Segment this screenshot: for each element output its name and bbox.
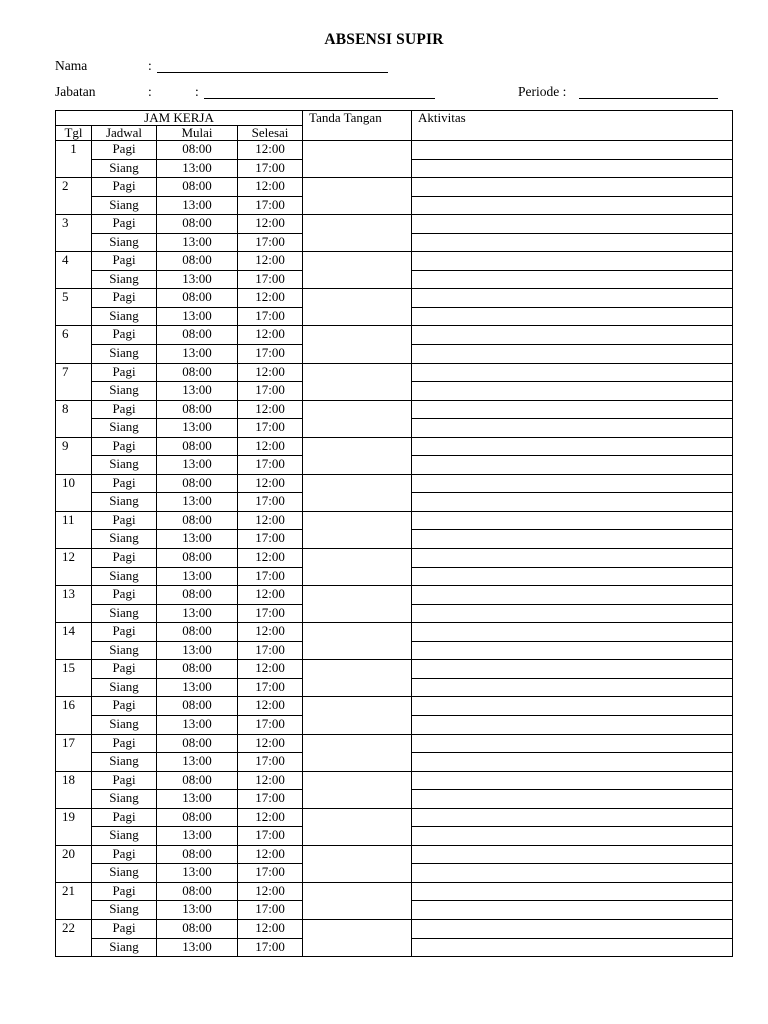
selesai-cell: 12:00 bbox=[238, 623, 303, 642]
aktivitas-cell[interactable] bbox=[412, 141, 733, 160]
selesai-cell: 12:00 bbox=[238, 771, 303, 790]
jadwal-cell: Siang bbox=[92, 567, 157, 586]
selesai-cell: 12:00 bbox=[238, 882, 303, 901]
table-row bbox=[56, 326, 733, 345]
mulai-cell: 13:00 bbox=[157, 641, 238, 660]
mulai-cell: 08:00 bbox=[157, 623, 238, 642]
jadwal-header: Jadwal bbox=[92, 126, 157, 141]
table-row bbox=[56, 660, 733, 679]
aktivitas-cell[interactable] bbox=[412, 307, 733, 326]
table-row bbox=[56, 141, 733, 160]
tanda-tangan-cell[interactable] bbox=[303, 623, 412, 660]
tgl-cell: 16 bbox=[56, 697, 92, 734]
aktivitas-cell[interactable] bbox=[412, 938, 733, 957]
mulai-cell: 08:00 bbox=[157, 363, 238, 382]
tanda-tangan-cell[interactable] bbox=[303, 437, 412, 474]
tanda-tangan-header: Tanda Tangan bbox=[303, 111, 412, 141]
jadwal-cell: Pagi bbox=[92, 734, 157, 753]
mulai-cell: 13:00 bbox=[157, 270, 238, 289]
tanda-tangan-cell[interactable] bbox=[303, 586, 412, 623]
selesai-cell: 17:00 bbox=[238, 790, 303, 809]
tanda-tangan-cell[interactable] bbox=[303, 215, 412, 252]
jadwal-cell: Siang bbox=[92, 827, 157, 846]
mulai-cell: 13:00 bbox=[157, 901, 238, 920]
mulai-cell: 08:00 bbox=[157, 845, 238, 864]
mulai-cell: 08:00 bbox=[157, 141, 238, 160]
aktivitas-cell[interactable] bbox=[412, 252, 733, 271]
selesai-cell: 17:00 bbox=[238, 159, 303, 178]
aktivitas-cell[interactable] bbox=[412, 919, 733, 938]
jadwal-cell: Pagi bbox=[92, 808, 157, 827]
selesai-cell: 17:00 bbox=[238, 827, 303, 846]
selesai-cell: 12:00 bbox=[238, 363, 303, 382]
jadwal-cell: Siang bbox=[92, 493, 157, 512]
aktivitas-cell[interactable] bbox=[412, 808, 733, 827]
aktivitas-cell[interactable] bbox=[412, 567, 733, 586]
tanda-tangan-cell[interactable] bbox=[303, 326, 412, 363]
tanda-tangan-cell[interactable] bbox=[303, 474, 412, 511]
tgl-cell: 11 bbox=[56, 511, 92, 548]
selesai-cell: 12:00 bbox=[238, 734, 303, 753]
selesai-cell: 12:00 bbox=[238, 400, 303, 419]
mulai-cell: 13:00 bbox=[157, 567, 238, 586]
jadwal-cell: Pagi bbox=[92, 697, 157, 716]
tgl-header: Tgl bbox=[56, 126, 92, 141]
jadwal-cell: Siang bbox=[92, 864, 157, 883]
aktivitas-cell[interactable] bbox=[412, 697, 733, 716]
tgl-cell: 1 bbox=[56, 141, 92, 178]
aktivitas-cell[interactable] bbox=[412, 456, 733, 475]
aktivitas-cell[interactable] bbox=[412, 270, 733, 289]
tgl-cell: 6 bbox=[56, 326, 92, 363]
header-row-1 bbox=[56, 111, 733, 126]
aktivitas-cell[interactable] bbox=[412, 326, 733, 345]
aktivitas-cell[interactable] bbox=[412, 549, 733, 568]
selesai-cell: 17:00 bbox=[238, 382, 303, 401]
jabatan-colon: : bbox=[148, 84, 152, 99]
aktivitas-header: Aktivitas bbox=[412, 111, 733, 141]
selesai-cell: 12:00 bbox=[238, 919, 303, 938]
selesai-cell: 17:00 bbox=[238, 567, 303, 586]
aktivitas-cell[interactable] bbox=[412, 827, 733, 846]
document-title: ABSENSI SUPIR bbox=[324, 31, 444, 48]
mulai-cell: 08:00 bbox=[157, 215, 238, 234]
jadwal-cell: Siang bbox=[92, 456, 157, 475]
mulai-cell: 08:00 bbox=[157, 326, 238, 345]
mulai-cell: 13:00 bbox=[157, 382, 238, 401]
tgl-cell: 4 bbox=[56, 252, 92, 289]
table-row bbox=[56, 586, 733, 605]
mulai-cell: 13:00 bbox=[157, 938, 238, 957]
aktivitas-cell[interactable] bbox=[412, 734, 733, 753]
tgl-cell: 18 bbox=[56, 771, 92, 808]
mulai-cell: 08:00 bbox=[157, 549, 238, 568]
jadwal-cell: Pagi bbox=[92, 919, 157, 938]
tgl-cell: 22 bbox=[56, 919, 92, 956]
selesai-cell: 17:00 bbox=[238, 753, 303, 772]
table-row bbox=[56, 549, 733, 568]
selesai-cell: 12:00 bbox=[238, 141, 303, 160]
table-row bbox=[56, 882, 733, 901]
tgl-cell: 8 bbox=[56, 400, 92, 437]
table-row bbox=[56, 919, 733, 938]
jadwal-cell: Pagi bbox=[92, 400, 157, 419]
selesai-cell: 17:00 bbox=[238, 307, 303, 326]
jadwal-cell: Pagi bbox=[92, 771, 157, 790]
jadwal-cell: Pagi bbox=[92, 511, 157, 530]
jadwal-cell: Siang bbox=[92, 790, 157, 809]
selesai-cell: 12:00 bbox=[238, 215, 303, 234]
aktivitas-cell[interactable] bbox=[412, 771, 733, 790]
jadwal-cell: Pagi bbox=[92, 178, 157, 197]
table-row bbox=[56, 623, 733, 642]
mulai-cell: 08:00 bbox=[157, 882, 238, 901]
tgl-cell: 9 bbox=[56, 437, 92, 474]
table-row bbox=[56, 215, 733, 234]
nama-colon: : bbox=[148, 58, 152, 73]
nama-field bbox=[55, 58, 87, 74]
tanda-tangan-cell[interactable] bbox=[303, 289, 412, 326]
tgl-cell: 12 bbox=[56, 549, 92, 586]
mulai-cell: 13:00 bbox=[157, 753, 238, 772]
jadwal-cell: Siang bbox=[92, 270, 157, 289]
jadwal-cell: Siang bbox=[92, 678, 157, 697]
tanda-tangan-cell[interactable] bbox=[303, 734, 412, 771]
table-row bbox=[56, 178, 733, 197]
mulai-cell: 08:00 bbox=[157, 697, 238, 716]
tgl-cell: 15 bbox=[56, 660, 92, 697]
mulai-cell: 13:00 bbox=[157, 419, 238, 438]
jadwal-cell: Pagi bbox=[92, 474, 157, 493]
mulai-cell: 08:00 bbox=[157, 919, 238, 938]
aktivitas-cell[interactable] bbox=[412, 382, 733, 401]
mulai-cell: 13:00 bbox=[157, 827, 238, 846]
aktivitas-cell[interactable] bbox=[412, 660, 733, 679]
mulai-cell: 13:00 bbox=[157, 678, 238, 697]
nama-input-line[interactable] bbox=[157, 72, 388, 73]
mulai-cell: 08:00 bbox=[157, 771, 238, 790]
jadwal-cell: Siang bbox=[92, 753, 157, 772]
selesai-cell: 17:00 bbox=[238, 938, 303, 957]
aktivitas-cell[interactable] bbox=[412, 845, 733, 864]
aktivitas-cell[interactable] bbox=[412, 641, 733, 660]
selesai-cell: 12:00 bbox=[238, 178, 303, 197]
jadwal-cell: Pagi bbox=[92, 437, 157, 456]
selesai-header: Selesai bbox=[238, 126, 303, 141]
tgl-cell: 17 bbox=[56, 734, 92, 771]
aktivitas-cell[interactable] bbox=[412, 790, 733, 809]
selesai-cell: 12:00 bbox=[238, 660, 303, 679]
table-row bbox=[56, 511, 733, 530]
jadwal-cell: Siang bbox=[92, 715, 157, 734]
selesai-cell: 17:00 bbox=[238, 864, 303, 883]
mulai-cell: 13:00 bbox=[157, 196, 238, 215]
aktivitas-cell[interactable] bbox=[412, 586, 733, 605]
aktivitas-cell[interactable] bbox=[412, 753, 733, 772]
table-row bbox=[56, 845, 733, 864]
aktivitas-cell[interactable] bbox=[412, 493, 733, 512]
selesai-cell: 12:00 bbox=[238, 326, 303, 345]
aktivitas-cell[interactable] bbox=[412, 678, 733, 697]
tanda-tangan-cell[interactable] bbox=[303, 697, 412, 734]
mulai-cell: 08:00 bbox=[157, 734, 238, 753]
aktivitas-cell[interactable] bbox=[412, 604, 733, 623]
mulai-cell: 08:00 bbox=[157, 252, 238, 271]
aktivitas-cell[interactable] bbox=[412, 345, 733, 364]
aktivitas-cell[interactable] bbox=[412, 233, 733, 252]
selesai-cell: 12:00 bbox=[238, 697, 303, 716]
selesai-cell: 17:00 bbox=[238, 270, 303, 289]
mulai-cell: 08:00 bbox=[157, 511, 238, 530]
table-row bbox=[56, 474, 733, 493]
selesai-cell: 12:00 bbox=[238, 289, 303, 308]
selesai-cell: 17:00 bbox=[238, 419, 303, 438]
tanda-tangan-cell[interactable] bbox=[303, 363, 412, 400]
tanda-tangan-cell[interactable] bbox=[303, 511, 412, 548]
aktivitas-cell[interactable] bbox=[412, 715, 733, 734]
tanda-tangan-cell[interactable] bbox=[303, 845, 412, 882]
table-row bbox=[56, 771, 733, 790]
table-row bbox=[56, 734, 733, 753]
jadwal-cell: Siang bbox=[92, 307, 157, 326]
jadwal-cell: Pagi bbox=[92, 586, 157, 605]
periode-label: Periode : bbox=[518, 84, 567, 99]
jam-kerja-header: JAM KERJA bbox=[56, 111, 303, 126]
aktivitas-cell[interactable] bbox=[412, 474, 733, 493]
tanda-tangan-cell[interactable] bbox=[303, 178, 412, 215]
selesai-cell: 17:00 bbox=[238, 196, 303, 215]
jadwal-cell: Siang bbox=[92, 196, 157, 215]
jadwal-cell: Siang bbox=[92, 641, 157, 660]
selesai-cell: 12:00 bbox=[238, 437, 303, 456]
selesai-cell: 17:00 bbox=[238, 604, 303, 623]
mulai-cell: 08:00 bbox=[157, 808, 238, 827]
selesai-cell: 17:00 bbox=[238, 233, 303, 252]
jabatan-colon-2: : bbox=[195, 84, 199, 99]
selesai-cell: 17:00 bbox=[238, 345, 303, 364]
table-row bbox=[56, 252, 733, 271]
tgl-cell: 3 bbox=[56, 215, 92, 252]
jadwal-cell: Pagi bbox=[92, 289, 157, 308]
aktivitas-cell[interactable] bbox=[412, 864, 733, 883]
mulai-cell: 08:00 bbox=[157, 437, 238, 456]
aktivitas-cell[interactable] bbox=[412, 419, 733, 438]
jadwal-cell: Pagi bbox=[92, 660, 157, 679]
mulai-cell: 13:00 bbox=[157, 604, 238, 623]
selesai-cell: 17:00 bbox=[238, 678, 303, 697]
jadwal-cell: Siang bbox=[92, 233, 157, 252]
selesai-cell: 17:00 bbox=[238, 641, 303, 660]
mulai-cell: 13:00 bbox=[157, 715, 238, 734]
selesai-cell: 12:00 bbox=[238, 808, 303, 827]
mulai-cell: 08:00 bbox=[157, 586, 238, 605]
tgl-cell: 14 bbox=[56, 623, 92, 660]
jadwal-cell: Pagi bbox=[92, 326, 157, 345]
jadwal-cell: Siang bbox=[92, 345, 157, 364]
jadwal-cell: Pagi bbox=[92, 252, 157, 271]
jadwal-cell: Siang bbox=[92, 419, 157, 438]
jadwal-cell: Siang bbox=[92, 901, 157, 920]
selesai-cell: 12:00 bbox=[238, 845, 303, 864]
jadwal-cell: Pagi bbox=[92, 623, 157, 642]
mulai-cell: 13:00 bbox=[157, 159, 238, 178]
mulai-cell: 08:00 bbox=[157, 178, 238, 197]
tanda-tangan-cell[interactable] bbox=[303, 400, 412, 437]
jadwal-cell: Pagi bbox=[92, 215, 157, 234]
aktivitas-cell[interactable] bbox=[412, 363, 733, 382]
selesai-cell: 17:00 bbox=[238, 530, 303, 549]
mulai-cell: 08:00 bbox=[157, 400, 238, 419]
aktivitas-cell[interactable] bbox=[412, 511, 733, 530]
table-row bbox=[56, 437, 733, 456]
aktivitas-cell[interactable] bbox=[412, 215, 733, 234]
jabatan-field bbox=[55, 84, 95, 100]
jadwal-cell: Siang bbox=[92, 938, 157, 957]
periode-input-line[interactable] bbox=[579, 98, 718, 99]
jadwal-cell: Pagi bbox=[92, 141, 157, 160]
mulai-cell: 08:00 bbox=[157, 474, 238, 493]
attendance-body bbox=[56, 141, 733, 957]
tanda-tangan-cell[interactable] bbox=[303, 919, 412, 956]
tanda-tangan-cell[interactable] bbox=[303, 141, 412, 178]
aktivitas-cell[interactable] bbox=[412, 437, 733, 456]
mulai-cell: 08:00 bbox=[157, 660, 238, 679]
table-row bbox=[56, 808, 733, 827]
tgl-cell: 13 bbox=[56, 586, 92, 623]
aktivitas-cell[interactable] bbox=[412, 159, 733, 178]
table-row bbox=[56, 289, 733, 308]
mulai-cell: 13:00 bbox=[157, 530, 238, 549]
tgl-cell: 5 bbox=[56, 289, 92, 326]
table-row bbox=[56, 697, 733, 716]
aktivitas-cell[interactable] bbox=[412, 289, 733, 308]
jadwal-cell: Siang bbox=[92, 530, 157, 549]
mulai-cell: 13:00 bbox=[157, 345, 238, 364]
tanda-tangan-cell[interactable] bbox=[303, 252, 412, 289]
selesai-cell: 17:00 bbox=[238, 456, 303, 475]
mulai-cell: 13:00 bbox=[157, 864, 238, 883]
mulai-header: Mulai bbox=[157, 126, 238, 141]
tanda-tangan-cell[interactable] bbox=[303, 549, 412, 586]
aktivitas-cell[interactable] bbox=[412, 623, 733, 642]
aktivitas-cell[interactable] bbox=[412, 530, 733, 549]
mulai-cell: 13:00 bbox=[157, 790, 238, 809]
table-row bbox=[56, 400, 733, 419]
jadwal-cell: Siang bbox=[92, 604, 157, 623]
jabatan-label: Jabatan bbox=[55, 84, 96, 99]
aktivitas-cell[interactable] bbox=[412, 882, 733, 901]
aktivitas-cell[interactable] bbox=[412, 196, 733, 215]
mulai-cell: 08:00 bbox=[157, 289, 238, 308]
mulai-cell: 13:00 bbox=[157, 493, 238, 512]
selesai-cell: 17:00 bbox=[238, 901, 303, 920]
mulai-cell: 13:00 bbox=[157, 307, 238, 326]
mulai-cell: 13:00 bbox=[157, 456, 238, 475]
tgl-cell: 10 bbox=[56, 474, 92, 511]
nama-label: Nama bbox=[55, 58, 88, 73]
tanda-tangan-cell[interactable] bbox=[303, 771, 412, 808]
table-row bbox=[56, 363, 733, 382]
selesai-cell: 12:00 bbox=[238, 252, 303, 271]
tanda-tangan-cell[interactable] bbox=[303, 882, 412, 919]
jadwal-cell: Pagi bbox=[92, 363, 157, 382]
tanda-tangan-cell[interactable] bbox=[303, 808, 412, 845]
tgl-cell: 21 bbox=[56, 882, 92, 919]
aktivitas-cell[interactable] bbox=[412, 901, 733, 920]
mulai-cell: 13:00 bbox=[157, 233, 238, 252]
aktivitas-cell[interactable] bbox=[412, 400, 733, 419]
selesai-cell: 12:00 bbox=[238, 586, 303, 605]
aktivitas-cell[interactable] bbox=[412, 178, 733, 197]
jadwal-cell: Siang bbox=[92, 159, 157, 178]
jadwal-cell: Pagi bbox=[92, 882, 157, 901]
tgl-cell: 2 bbox=[56, 178, 92, 215]
tgl-cell: 7 bbox=[56, 363, 92, 400]
tgl-cell: 20 bbox=[56, 845, 92, 882]
tgl-cell: 19 bbox=[56, 808, 92, 845]
selesai-cell: 12:00 bbox=[238, 511, 303, 530]
jabatan-input-line[interactable] bbox=[204, 98, 435, 99]
jadwal-cell: Siang bbox=[92, 382, 157, 401]
selesai-cell: 12:00 bbox=[238, 549, 303, 568]
jadwal-cell: Pagi bbox=[92, 549, 157, 568]
attendance-table bbox=[55, 110, 733, 957]
tanda-tangan-cell[interactable] bbox=[303, 660, 412, 697]
selesai-cell: 17:00 bbox=[238, 715, 303, 734]
jadwal-cell: Pagi bbox=[92, 845, 157, 864]
selesai-cell: 12:00 bbox=[238, 474, 303, 493]
selesai-cell: 17:00 bbox=[238, 493, 303, 512]
